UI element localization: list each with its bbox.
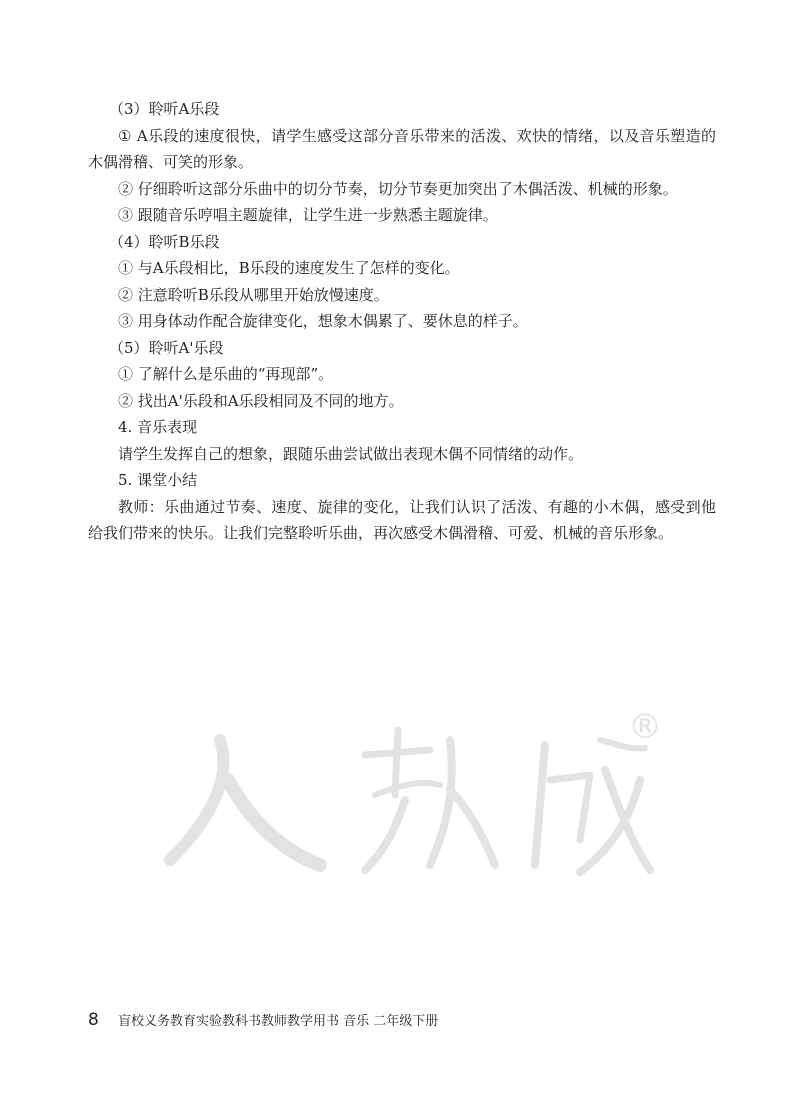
paragraph-b-3: ③ 用身体动作配合旋律变化，想象木偶累了、要休息的样子。	[118, 312, 528, 330]
book-title: 盲校义务教育实验教科书教师教学用书 音乐 二年级下册	[118, 1014, 439, 1029]
paragraph-a-1: ① A乐段的速度很快，请学生感受这部分音乐带来的活泼、欢快的情绪，以及音乐塑造的木偶滑稽、可笑的形象。	[88, 126, 716, 171]
section-heading-a: （3）聆听A乐段	[109, 100, 220, 118]
registered-mark: ®	[628, 707, 662, 747]
paragraph-summary: 教师：乐曲通过节奏、速度、旋律的变化，让我们认识了活泼、有趣的小木偶，感受到他给我们带来的快乐。让我们完整聆听乐曲，再次感受木偶滑稽、可爱、机械的音乐形象。	[88, 497, 716, 542]
page-number: 8	[88, 1010, 99, 1030]
section-heading-summary: 5. 课堂小结	[118, 471, 198, 489]
paragraph-a-prime-1: ① 了解什么是乐曲的“再现部”。	[118, 365, 334, 383]
section-heading-b: （4）聆听B乐段	[109, 232, 220, 251]
paragraph-b-2: ② 注意聆听B乐段从哪里开始放慢速度。	[118, 285, 389, 304]
page-footer	[88, 1010, 688, 1030]
paragraph-a-3: ③ 跟随音乐哼唱主题旋律，让学生进一步熟悉主题旋律。	[118, 206, 498, 224]
paragraph-b-1: ① 与A乐段相比，B乐段的速度发生了怎样的变化。	[118, 259, 460, 277]
paragraph-a-prime-2: ② 找出A'乐段和A乐段相同及不同的地方。	[118, 391, 404, 410]
publisher-watermark-logo	[150, 700, 670, 890]
section-heading-music-expression: 4. 音乐表现	[118, 418, 198, 436]
paragraph-music-expression: 请学生发挥自己的想象，跟随乐曲尝试做出表现木偶不同情绪的动作。	[118, 444, 584, 463]
paragraph-a-2: ② 仔细聆听这部分乐曲中的切分节奏，切分节奏更加突出了木偶活泼、机械的形象。	[118, 179, 678, 198]
document-body	[88, 96, 716, 547]
section-heading-a-prime: （5）聆听A'乐段	[109, 338, 224, 357]
